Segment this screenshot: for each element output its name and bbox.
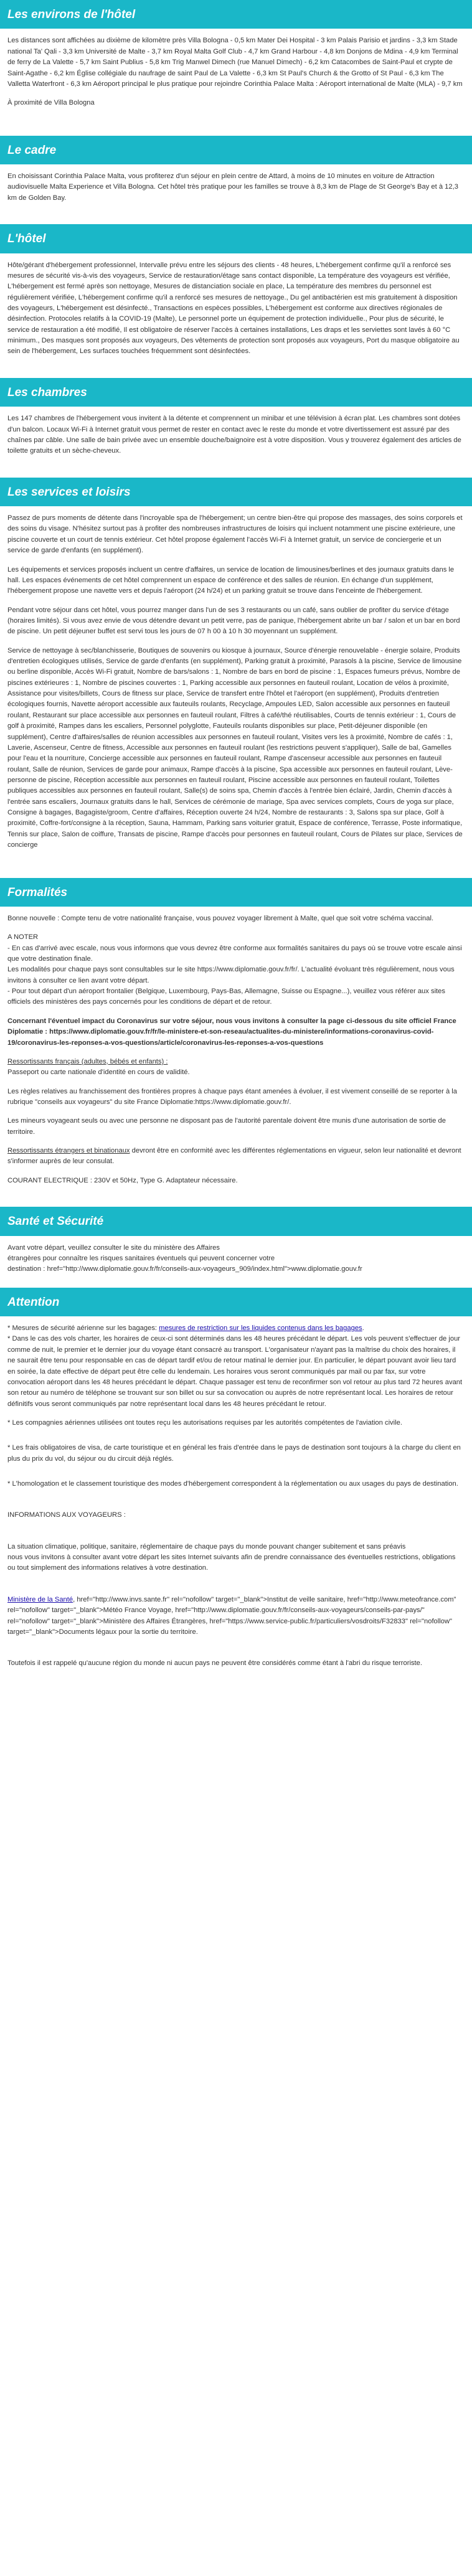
section-formalites [0, 878, 472, 1201]
attention-compagnies: * Les compagnies aériennes utilisées ont toutes reçu les autorisations requises par les autorités compétentes de l'aviation civile. [7, 1418, 402, 1427]
section-title-sante: Santé et Sécurité [0, 1207, 472, 1235]
formalites-intro: Bonne nouvelle : Compte tenu de votre nationalité française, vous pouvez voyager librement à Malte, quel que soit votre schéma vaccinal. [7, 914, 434, 922]
section-title-cadre: Le cadre [0, 136, 472, 164]
sites-links-rest: , href="http://www.invs.sante.fr" rel="nofollow" target="_blank">Institut de veille sanitaire, href="http://www.meteofrance.com" rel="nofollow" target="_blank">Météo France Voyage, href="http://www.diplomatie.gouv.fr/fr/conseils-aux-voyageurs/conseils-par-pays/" rel="nofollow" target="_blank">Ministère des Affaires Étrangères, href="https://www.service-public.fr/particuliers/vosdroits/F32833" rel="nofollow" target="_blank">Documents légaux pour la sortie du territoire. [7, 1595, 456, 1636]
info-voyageurs-heading: INFORMATIONS AUX VOYAGEURS : [7, 1511, 126, 1519]
services-equipements: Les équipements et services proposés incluent un centre d'affaires, un service de location de limousines/berlines et des journaux gratuits dans le hall. Les espaces événements de cet hôtel comprennent un espace de conférence et des salles de réunion. En échange d'un supplément, l'hébergement propose une navette vers et depuis l'aéroport (24 h/24) et un parking gratuit se trouve dans l'enceinte de l'hébergement. [7, 565, 455, 595]
info-voyageurs-1: La situation climatique, politique, sanitaire, réglementaire de chaque pays du monde pouvant changer subitement et sans préavis [7, 1542, 406, 1550]
ministere-sante-link[interactable]: Ministère de la Santé [7, 1595, 73, 1603]
sante-line-3: destination : href="http://www.diplomatie.gouv.fr/fr/conseils-aux-voyageurs_909/index.html">www.diplomatie.gouv.fr [7, 1265, 362, 1273]
section-title-chambres: Les chambres [0, 378, 472, 407]
sante-line-2: étrangères pour connaître les risques sanitaires éventuels qui peuvent concerner votre [7, 1254, 275, 1262]
bagages-label: * Mesures de sécurité aérienne sur les bagages: [7, 1324, 159, 1333]
attention-terrorisme: Toutefois il est rappelé qu'aucune région du monde ni aucun pays ne peuvent être considérés comme étant à l'abri du risque terroriste. [7, 1659, 422, 1668]
etrangers-heading: Ressortissants étrangers et binationaux [7, 1147, 130, 1155]
section-sante [0, 1207, 472, 1281]
section-title-formalites: Formalités [0, 878, 472, 907]
anoter-escale: - En cas d'arrivé avec escale, nous vous informons que vous devrez être conforme aux formalités sanitaires du pays où se trouve votre escale ainsi que votre destination finale. [7, 944, 462, 963]
section-hotel [0, 224, 472, 372]
section-environs [0, 0, 472, 123]
anoter-heading: A NOTER [7, 933, 39, 941]
sites-links [7, 1595, 465, 1638]
hotel-text: Hôte/gérant d'hébergement professionnel, Intervalle prévu entre les séjours des clients - 48 heures, L'hébergement confirme qu'il a renforcé ses mesures de sécurité vis-à-vis des voyageurs, Service de restauration/étage sans contact disponible, La température des voyageurs est vérifiée, L'hébergement est fermé après son nettoyage, Mesures de distanciation sociale en place, La température des membres du personnel est régulièrement vérifiée, L'hébergement confirme qu'il a renforcé ses mesures de nettoyage., Du gel antibactérien est mis gratuitement à disposition des voyageurs, L'hébergement est désinfecté., Transactions en espèces possibles, L'hébergement est conforme aux directives régionales de désinfection. Protocoles relatifs à la COVID-19 (Malte), Le personnel porte un équipement de protection individuelle., Pour plus de sécurité, le service de restauration a été modifié, Il est obligatoire de réserver l'accès à certaines installations, Les draps et les serviettes sont lavés à 60 °C minimum., Des masques sont proposés aux voyageurs, Des vêtements de protection sont proposés aux voyageurs, Port du masque obligatoire au sein de l'hébergement, Les surfaces touchées fréquemment sont désinfectées. [7, 261, 460, 356]
cadre-text: En choisissant Corinthia Palace Malta, vous profiterez d'un séjour en plein centre de Attard, à moins de 10 minutes en voiture de Attraction audiovisuelle Malta Experience et Villa Bologna. Cet hôtel très pratique pour les familles se trouve à 8,3 km de Plage de St George's Bay et à 12,3 km de Golden Bay. [7, 172, 458, 202]
anoter-frontalier: - Pour tout départ d'un aéroport frontalier (Belgique, Luxembourg, Pays-Bas, Allemagne, Suisse ou Espagne...), veuillez vous référer aux sites officiels des ministères des pays concernés pour les conditions de départ et de retour. [7, 988, 445, 1006]
attention-bagages [7, 1323, 465, 1334]
attention-charter: * Dans le cas des vols charter, les horaires de ceux-ci sont déterminés dans les 48 heures précédant le départ. Les vols peuvent s'effectuer de jour comme de nuit, le premier et le dernier jour du voyage étant consacré au transport. L'organisateur n'ayant pas la maîtrise du choix des horaires, il ne saurait être tenu pour responsable en cas de départ tardif et/ou de retour matinal le dernier jour. En particulier, le départ pouvant avoir lieu tard en soirée, la date effective de départ peut être celle du lendemain. Les horaires vous seront communiqués par mail ou par fax, sur votre convocation aéroport dans les 48 heures précédant le départ. Chaque passager est tenu de reconfirmer son vol retour au plus tard 72 heures avant son retour au numéro de téléphone se trouvant sur son billet ou sur sa convocation ou auprès de notre représentant local. Les horaires de retour définitifs vous seront communiqués par notre représentant local dans les 48 heures précédant le retour. [7, 1335, 463, 1408]
services-spa: Passez de purs moments de détente dans l'incroyable spa de l'hébergement; un centre bien-être qui propose des massages, des soins corporels et des soins du visage. N'hésitez surtout pas à profiter des nombreuses infrastructures de loisirs qui incluent notamment une piscine extérieure, une piscine couverte et un court de tennis extérieur. Cet hôtel propose également l'accès Wi-Fi à Internet gratuit, un service de conciergerie et un service de garde d'enfants (en supplément). [7, 514, 463, 555]
environs-distances: Les distances sont affichées au dixième de kilomètre près Villa Bologna - 0,5 km Mater Dei Hospital - 3 km Palais Parisio et jardins - 3,3 km Stade national Ta' Qali - 3,3 km Université de Malte - 3,7 km Royal Malta Golf Club - 4,7 km Grand Harbour - 4,8 km Donjons de Mdina - 4,9 km Terminal de ferry de La Valette - 5,7 km Saint Publius - 5,8 km Trig Manwel Dimech (rue Manuel Dimech) - 6,2 km Catacombes de Saint-Paul et crypte de Saint-Agathe - 6,2 km Église collégiale du naufrage de saint Paul de La Valette - 6,3 km St Paul's Church & the Grotto of St Paul - 6,3 km The Valletta Waterfront - 6,3 km Aéroport principal le plus pratique pour rejoindre Corinthia Palace Malta : Aéroport international de Malte (MLA) - 9,7 km [7, 37, 463, 88]
liquides-link[interactable]: mesures de restriction sur les liquides contenus dans les bagages [159, 1324, 362, 1333]
etrangers-body: devront être en conformité avec les différentes réglementations en vigueur, selon leur nationalité et devront s'informer auprès de leur consulat. [7, 1147, 461, 1166]
attention-visa: * Les frais obligatoires de visa, de carte touristique et en général les frais d'entrée dans le pays de destination sont toujours à la charge du client en plus du prix du vol, du séjour ou du circuit déjà réglés. [7, 1444, 461, 1463]
section-cadre [0, 136, 472, 219]
ressortissants-text: Passeport ou carte nationale d'identité en cours de validité. [7, 1069, 190, 1077]
courant-electrique: COURANT ELECTRIQUE : 230V et 50Hz, Type G. Adaptateur nécessaire. [7, 1176, 238, 1184]
chambres-text: Les 147 chambres de l'hébergement vous invitent à la détente et comprennent un minibar et une télévision à écran plat. Les chambres sont dotées d'un balcon. Locaux Wi-Fi à Internet gratuit vous permet de rester en contact avec le reste du monde et votre divertissement est assuré par des chaînes par câble. Une salle de bain privée avec un ensemble douche/baignoire est à votre disposition. Vous y trouverez également des articles de toilette gratuits et un sèche-cheveux. [7, 415, 461, 455]
sante-line-1: Avant votre départ, veuillez consulter le site du ministère des Affaires [7, 1243, 220, 1252]
section-chambres [0, 378, 472, 471]
etrangers-text [7, 1146, 465, 1168]
covid-notice: Concernant l'éventuel impact du Coronavirus sur votre séjour, nous vous invitons à consulter la page ci-dessous du site officiel France Diplomatie : https://www.diplomatie.gouv.fr/fr/le-ministere-et-son-reseau/actualites-du-ministere/informations-coronavirus-covid-19/coronavirus-les-reponses-a-vos-questions/article/coronavirus-les-reponses-a-vos-questions [7, 1017, 456, 1047]
section-services [0, 478, 472, 866]
services-restauration: Pendant votre séjour dans cet hôtel, vous pourrez manger dans l'un de ses 3 restaurants ou un café, sans oublier de profiter du service d'étage (horaires limités). Si vous avez envie de vous détendre devant un petit verre, pas de panique, l'hébergement abrite un bar / salon et un bar en bord de piscine. Un petit déjeuner buffet est servi tous les jours de 07 h 00 à 10 h 30 moyennant un supplément. [7, 606, 460, 636]
section-title-hotel: L'hôtel [0, 224, 472, 253]
attention-homologation: * L'homologation et le classement touristique des modes d'hébergement correspondent à la réglementation ou aux usages du pays de destination. [7, 1480, 458, 1488]
section-title-environs: Les environs de l'hôtel [0, 0, 472, 29]
section-title-attention: Attention [0, 1288, 472, 1316]
section-attention [0, 1288, 472, 1684]
section-title-services: Les services et loisirs [0, 478, 472, 506]
bagages-end: . [362, 1324, 364, 1333]
mineurs-text: Les mineurs voyageant seuls ou avec une personne ne disposant pas de l'autorité parentale doivent être munis d'une autorisation de sortie de territoire. [7, 1117, 446, 1136]
info-voyageurs-2: nous vous invitons à consulter avant votre départ les sites Internet suivants afin de prendre connaissance des éventuelles restrictions, obligations ou tout simplement des informations relatives à votre destination. [7, 1554, 456, 1572]
services-list: Service de nettoyage à sec/blanchisserie, Boutiques de souvenirs ou kiosque à journaux, Source d'énergie renouvelable - énergie solaire, Produits d'entretien écologiques utilisés, Service de garde d'enfants (en supplément), Parking gratuit à proximité, Parasols à la piscine, Service de limousine ou berline disponible, Accès Wi-Fi gratuit, Nombre de bars/salons : 1, Nombre de bars en bord de piscine : 1, Espaces fumeurs prévus, Nombre de piscines extérieures : 1, Nombre de piscines couvertes : 1, Parking accessible aux personnes en fauteuil roulant, Location de vélos à proximité, Assistance pour visites/billets, Cours de fitness sur place, Service de transfert entre l'hôtel et l'aéroport (en supplément), Produits d'entretien écologiques fournis, Navette aéroport accessible aux fauteuils roulants, Recyclage, Ampoules LED, Salon accessible aux personnes en fauteuil roulant, Restaurant sur place accessible aux personnes en fauteuil roulant, Filtres à café/thé réutilisables, Courts de tennis extérieur : 1, Cours de golf à proximité, Rampes dans les escaliers, Personnel polyglotte, Fauteuils roulants disponibles sur place, Petit-déjeuner disponible (en supplément), Centre d'affaires/salles de réunion accessibles aux personnes en fauteuil roulant, Visites vers les à proximité, Nombre de cafés : 1, Laverie, Ascenseur, Centre de fitness, Accessible aux personnes en fauteuil roulant (les restrictions peuvent s'appliquer), Salle de bal, Gamelles pour l'eau et la nourriture, Concierge accessible aux personnes en fauteuil roulant, Rampe d'ascenseur accessible aux personnes en fauteuil roulant, Salle de réunion, Services de garde pour animaux, Rampe d'accès à la piscine, Spa accessible aux personnes en fauteuil roulant, Lève-personne de piscine, Réception accessible aux personnes en fauteuil roulant, Piscine accessible aux personnes en fauteuil roulant, Toilettes publiques accessibles aux personnes en fauteuil roulant, Salle(s) de soins spa, Chemin d'accès à l'entrée bien éclairé, Jardin, Chemin d'accès à l'entrée sans escaliers, Journaux gratuits dans le hall, Services de cérémonie de mariage, Spa avec services complets, Cours de yoga sur place, Consigne à bagages, Bagagiste/groom, Centre d'affaires, Réception ouverte 24 h/24, Nombre de restaurants : 3, Salons spa sur place, Golf à proximité, Coffre-fort/consigne à la réception, Sauna, Hammam, Parking sans voiturier gratuit, Espace de conférence, Terrasse, Poste informatique, Tennis sur place, Salon de coiffure, Transats de piscine, Rampe d'accès pour personnes en fauteuil roulant, Cours de Pilates sur place, Services de concierge [7, 646, 463, 849]
environs-proximity: À proximité de Villa Bologna [7, 99, 95, 107]
ressortissants-heading: Ressortissants français (adultes, bébés et enfants) : [7, 1057, 168, 1065]
regles-frontieres: Les règles relatives au franchissement des frontières propres à chaque pays étant amenées à évoluer, il est vivement conseillé de se reporter à la rubrique "conseils aux voyageurs" du site France Diplomatie:https://www.diplomatie.gouv.fr/. [7, 1087, 457, 1106]
anoter-modalites: Les modalités pour chaque pays sont consultables sur le site https://www.diplomatie.gouv.fr/fr/. L'actualité évoluant très régulièrement, nous vous invitons à consulter ce lien avant votre départ. [7, 966, 455, 984]
